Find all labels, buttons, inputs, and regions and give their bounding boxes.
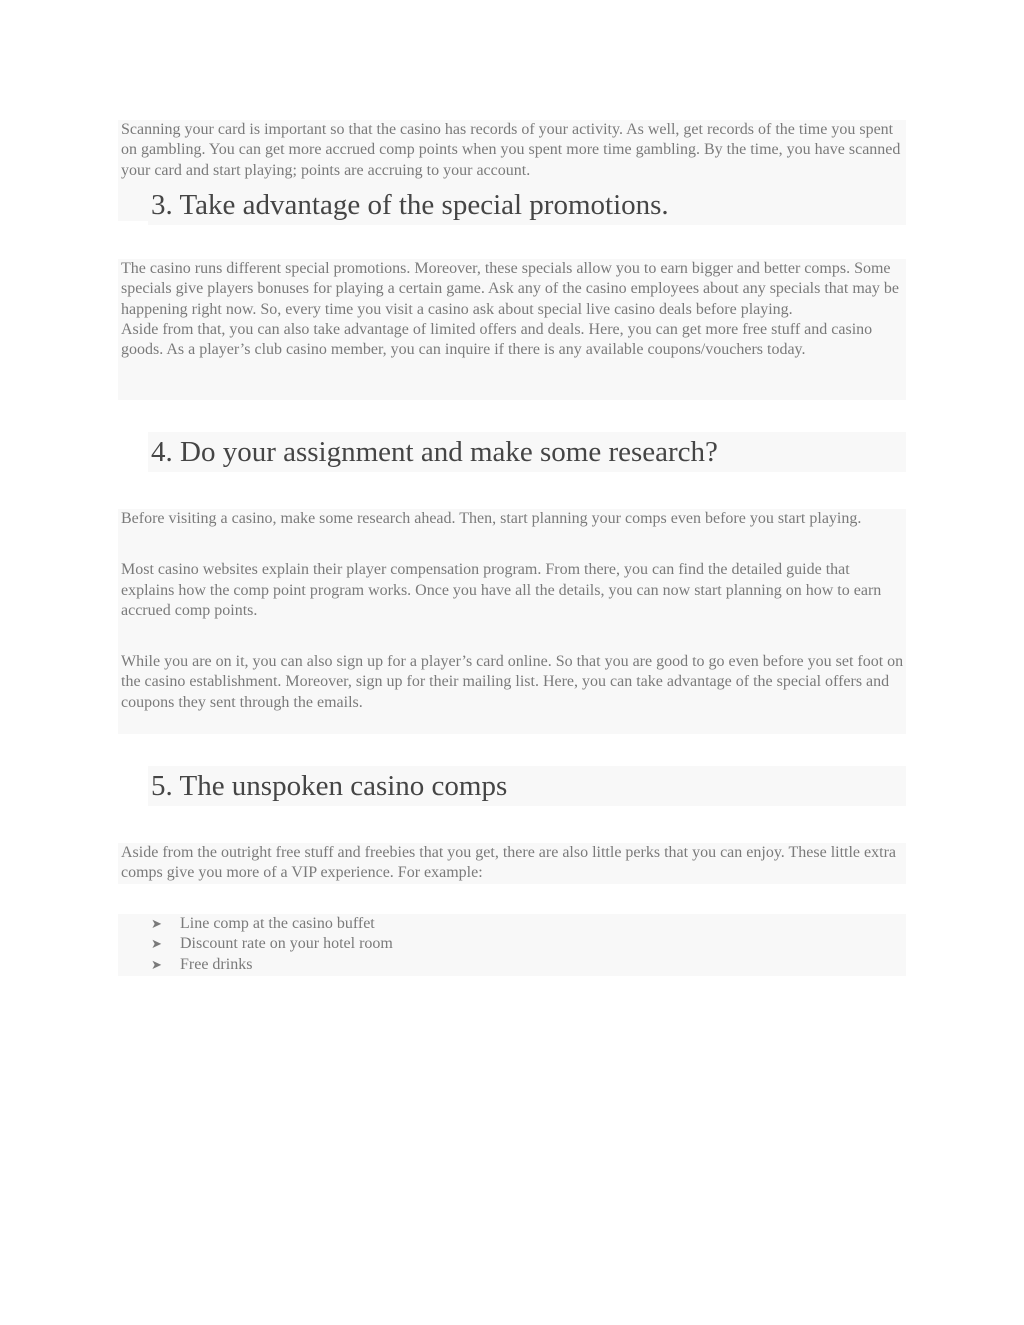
list-item <box>118 914 906 934</box>
section-3-body <box>118 259 906 400</box>
section-4-paragraph-1: Before visiting a casino, make some research ahead. Then, start planning your comps even before you start playing. <box>121 510 862 527</box>
arrow-bullet-icon: ➤ <box>151 936 162 952</box>
arrow-bullet-icon: ➤ <box>151 916 162 931</box>
section-4-paragraph-2: Most casino websites explain their player compensation program. From there, you can find the detailed guide that explains how the comp point program works. Once you have all the details, you can now start planning on how to earn accrued comp points. <box>121 561 882 619</box>
list-item <box>118 934 906 954</box>
section-3-paragraph-1: The casino runs different special promotions. Moreover, these specials allow you to earn bigger and better comps. Some specials give players bonuses for playing a certain game. Ask any of the casino employees about any specials that may be happening right now. So, every time you visit a casino ask about special live casino deals before playing. <box>121 260 899 318</box>
section-4-heading: 4. Do your assignment and make some research? <box>148 432 906 472</box>
section-3-heading: 3. Take advantage of the special promotions. <box>148 185 906 225</box>
arrow-bullet-icon: ➤ <box>151 956 162 972</box>
list-item-text: Free drinks <box>180 955 253 973</box>
section-5-heading: 5. The unspoken casino comps <box>148 766 906 806</box>
section-5-body <box>118 843 906 884</box>
perks-list <box>118 914 906 975</box>
section-4-paragraph-3: While you are on it, you can also sign up for a player’s card online. So that you are good to go even before you set foot on the casino establishment. Moreover, sign up for their mailing list. Here, you can take advantage of the special offers and coupons they sent through the emails. <box>121 653 904 711</box>
list-item-text: Discount rate on your hotel room <box>180 935 393 953</box>
section-4-body <box>118 509 906 734</box>
list-item <box>118 955 906 975</box>
section-5-paragraph-1: Aside from the outright free stuff and freebies that you get, there are also little perks that you can enjoy. These little extra comps give you more of a VIP experience. For example: <box>121 844 896 882</box>
intro-paragraph: Scanning your card is important so that the casino has records of your activity. As well, get records of the time you spent on gambling. You can get more accrued comp points when you spent more time gambling. By the time, you have scanned your card and start playing; points are accruing to your account. <box>121 121 901 179</box>
section-5-list-block <box>118 914 906 976</box>
section-3-paragraph-2: Aside from that, you can also take advantage of limited offers and deals. Here, you can get more free stuff and casino goods. As a player’s club casino member, you can inquire if there is any available coupons/vouchers today. <box>121 320 873 359</box>
list-item-text: Line comp at the casino buffet <box>180 915 375 932</box>
